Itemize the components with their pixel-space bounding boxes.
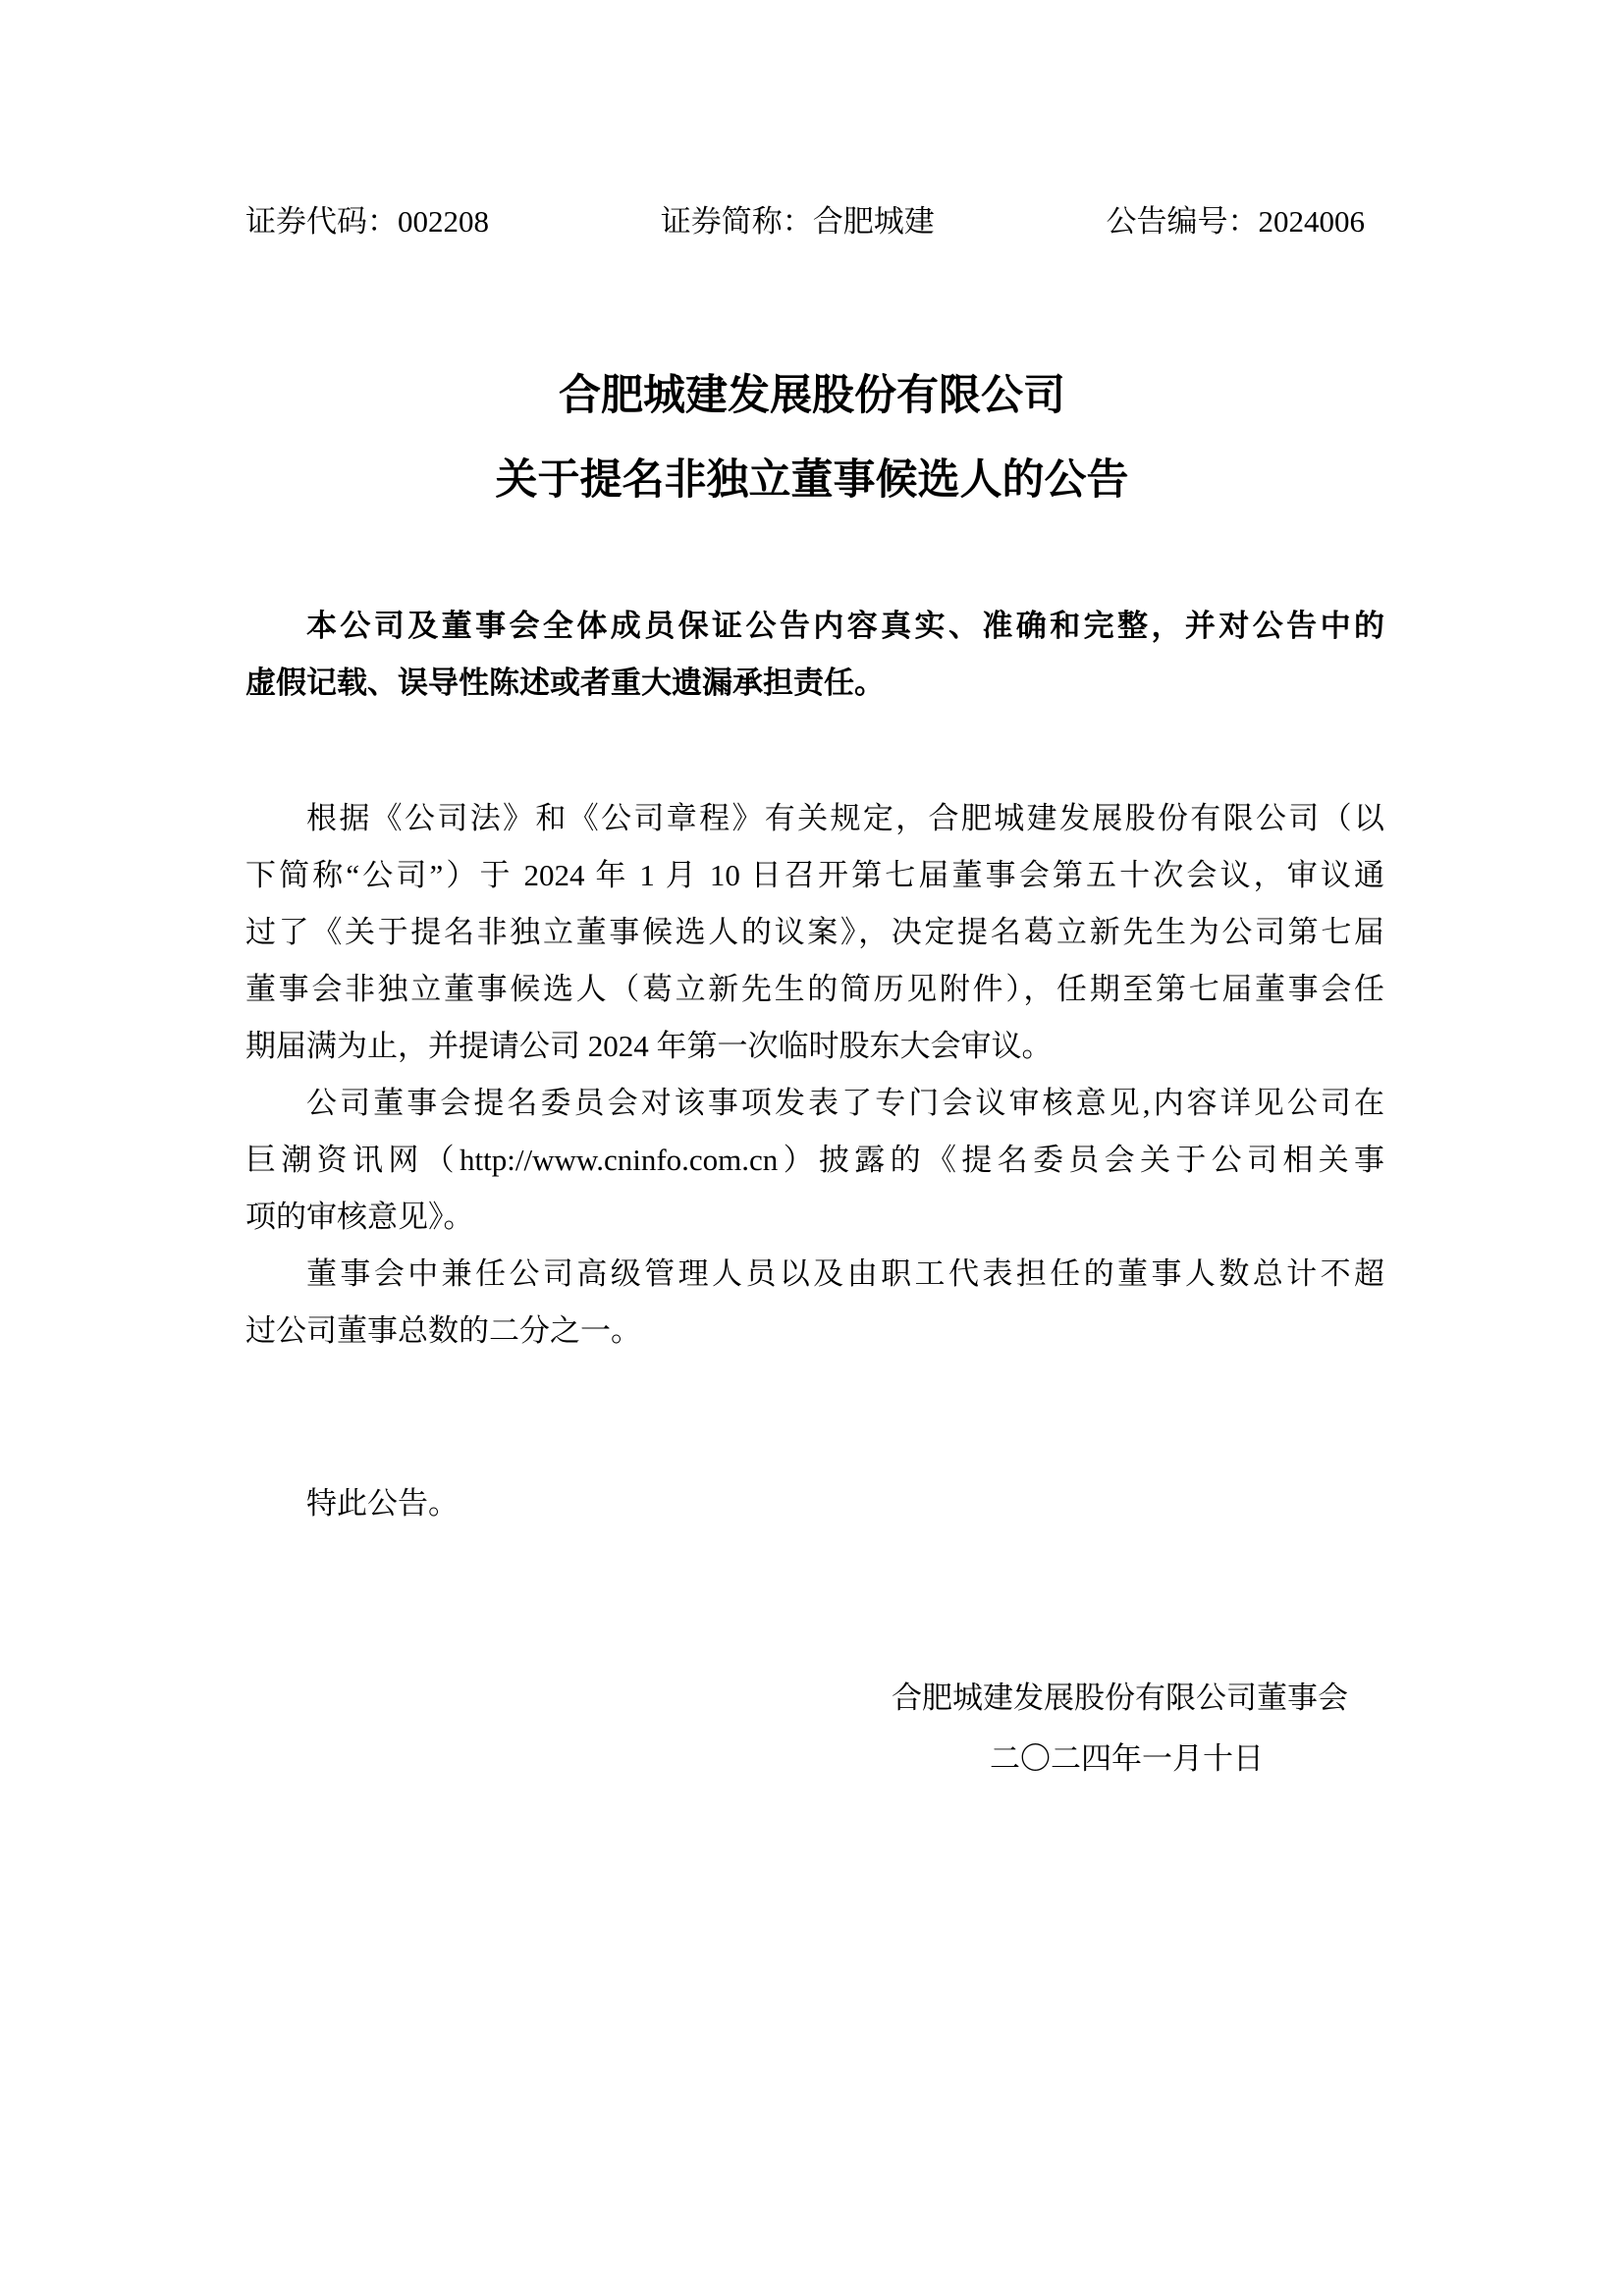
signature-company: 合肥城建发展股份有限公司董事会 — [892, 1681, 1348, 1715]
paragraph-3-line: 过公司董事总数的二分之一。 — [245, 1313, 641, 1348]
statement-line: 虚假记载、误导性陈述或者重大遗漏承担责任。 — [245, 666, 885, 700]
paragraph-2-line: 巨潮资讯网（http://www.cninfo.com.cn）披露的《提名委员会关于公司相关事 — [245, 1143, 1384, 1177]
announcement-title: 关于提名非独立董事候选人的公告 — [495, 456, 1129, 504]
paragraph-2-line: 公司董事会提名委员会对该事项发表了专门会议审核意见,内容详见公司在 — [306, 1086, 1384, 1120]
document-body — [0, 598, 1624, 1532]
main-text — [245, 790, 1384, 1360]
paragraph-1-line: 期届满为止，并提请公司 2024 年第一次临时股东大会审议。 — [245, 1029, 1053, 1063]
paragraph-1-line: 过了《关于提名非独立董事候选人的议案》，决定提名葛立新先生为公司第七届 — [245, 915, 1384, 949]
closing-block — [245, 1475, 1384, 1532]
signature-date: 二〇二四年一月十日 — [990, 1741, 1264, 1776]
paragraph-1-line: 根据《公司法》和《公司章程》有关规定，合肥城建发展股份有限公司（以 — [306, 801, 1384, 835]
paragraph-2-line: 项的审核意见》。 — [245, 1200, 474, 1234]
company-name-title: 合肥城建发展股份有限公司 — [559, 372, 1065, 419]
closing-line: 特此公告。 — [306, 1486, 459, 1521]
title-block — [0, 366, 1624, 509]
truthfulness-statement — [245, 598, 1384, 712]
stock-abbreviation: 证券简称：合肥城建 — [660, 204, 935, 239]
paragraph-1-line: 下简称“公司”）于 2024 年 1 月 10 日召开第七届董事会第五十次会议，审议通 — [245, 858, 1384, 892]
stock-code: 证券代码：002208 — [245, 204, 489, 239]
statement-line: 本公司及董事会全体成员保证公告内容真实、准确和完整，并对公告中的 — [306, 609, 1384, 643]
signature-block — [0, 1668, 1624, 1789]
announcement-number: 公告编号：2024006 — [1106, 204, 1365, 239]
document-header — [0, 0, 1624, 242]
paragraph-3-line: 董事会中兼任公司高级管理人员以及由职工代表担任的董事人数总计不超 — [306, 1256, 1384, 1291]
paragraph-1-line: 董事会非独立董事候选人（葛立新先生的简历见附件），任期至第七届董事会任 — [245, 972, 1384, 1006]
